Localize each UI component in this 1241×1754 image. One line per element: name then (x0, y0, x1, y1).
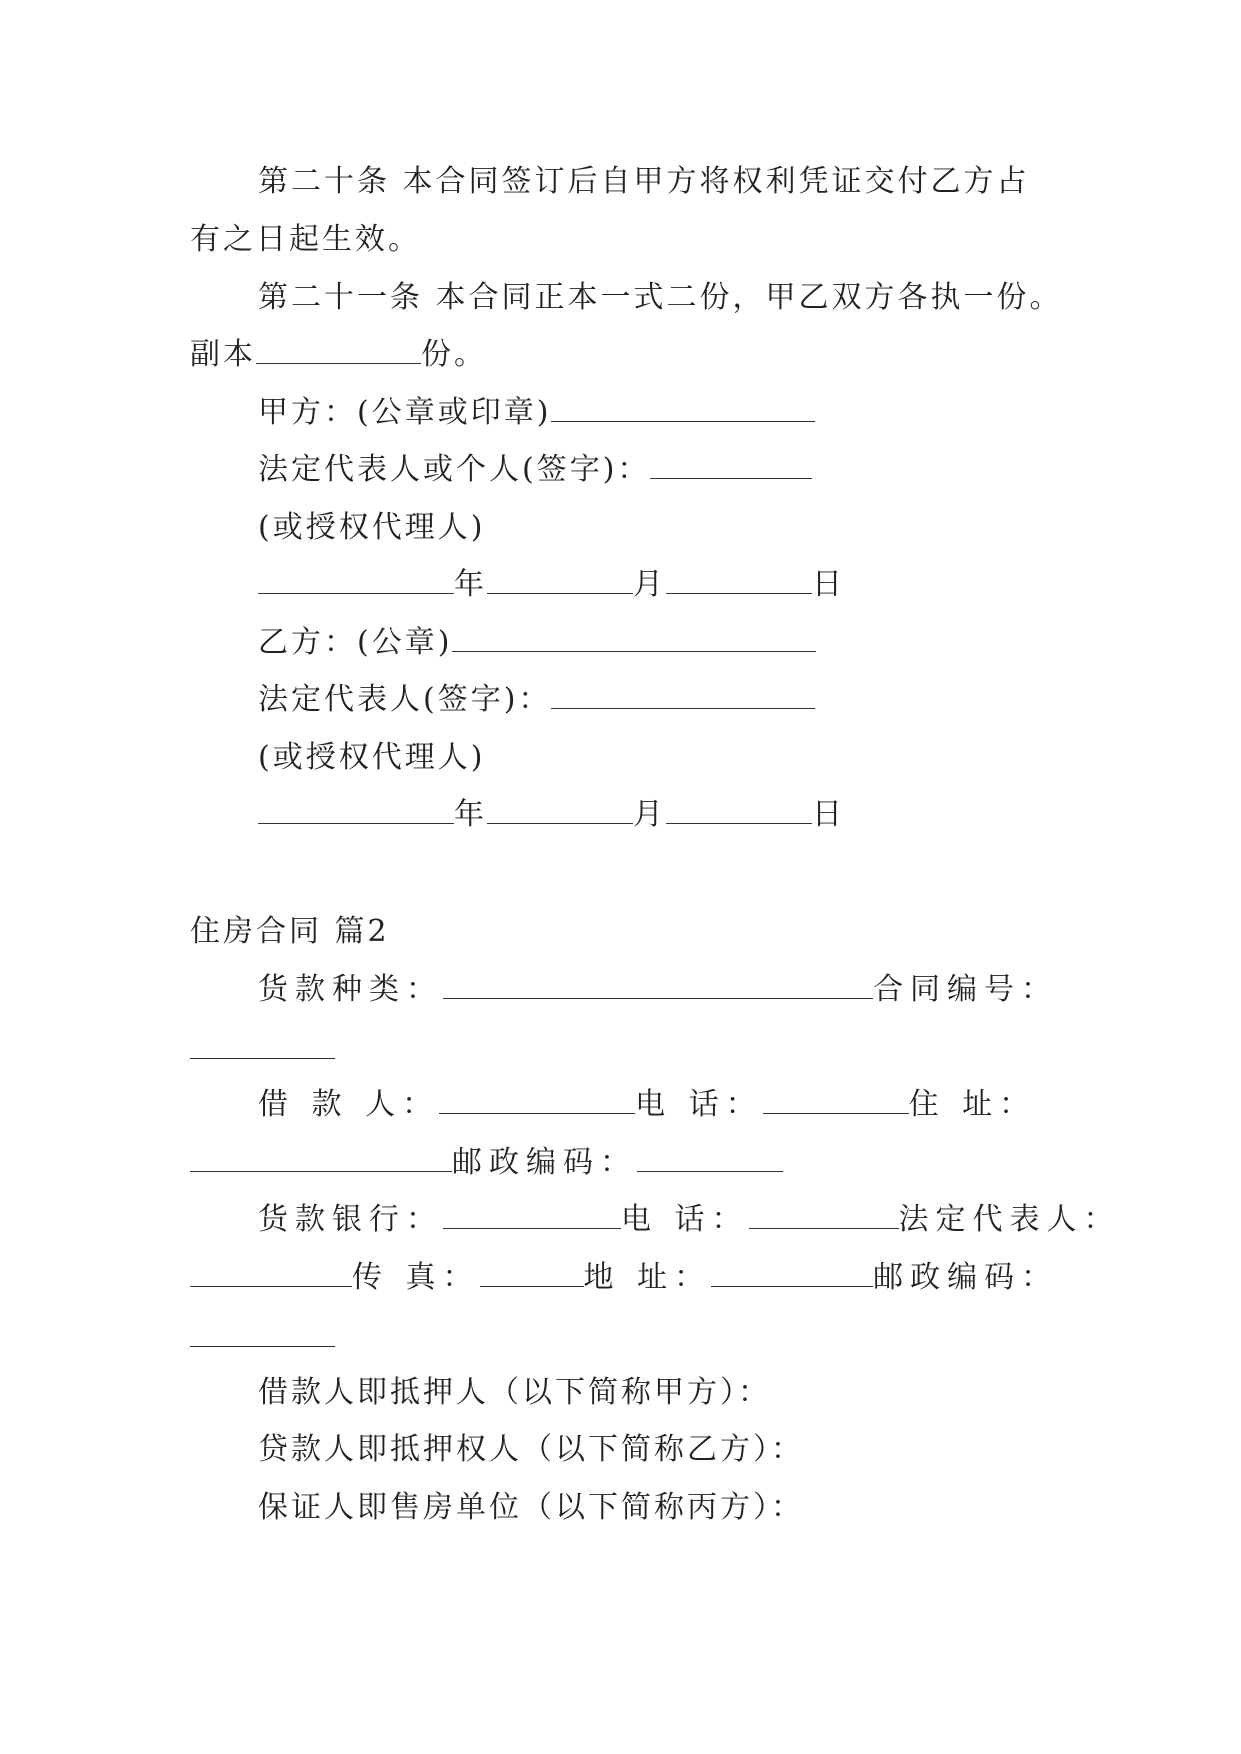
party-a-rep-blank[interactable] (650, 454, 812, 479)
party-a-seal-blank[interactable] (551, 397, 815, 422)
party-a-date-line: 年 月 日 (258, 565, 845, 605)
bank-address-blank[interactable] (711, 1262, 873, 1287)
borrower-address-blank[interactable] (190, 1147, 452, 1172)
bank-fax-line: 传 真： 地 址： 邮政编码： (190, 1258, 1058, 1298)
bank-fax-blank[interactable] (480, 1262, 584, 1287)
article-20-line1: 第二十条 本合同签订后自甲方将权利凭证交付乙方占 (258, 164, 1030, 199)
party-b-seal-blank[interactable] (452, 627, 816, 652)
party-a-rep-line: 法定代表人或个人(签字)： (258, 450, 812, 490)
loan-type-line: 货款种类： 合同编号： (258, 972, 1058, 1007)
party-b-date-line: 年 月 日 (258, 795, 845, 835)
party-c-definition: 保证人即售房单位（以下简称丙方）： (258, 1490, 804, 1525)
party-b-year-blank[interactable] (258, 799, 454, 824)
party-b-seal-line: 乙方：(公章) (258, 623, 816, 663)
loan-type-blank[interactable] (443, 974, 873, 999)
party-b-month-blank[interactable] (487, 799, 633, 824)
party-a-month-blank[interactable] (487, 569, 633, 594)
bank-line: 货款银行： 电 话： 法定代表人： (258, 1202, 1121, 1237)
party-b-day-blank[interactable] (666, 799, 812, 824)
section-2-heading: 住房合同 篇2 (190, 914, 390, 949)
party-b-rep-line: 法定代表人(签字)： (258, 680, 815, 720)
bank-phone-blank[interactable] (749, 1204, 899, 1229)
bank-blank[interactable] (443, 1204, 621, 1229)
bank-postal-blank[interactable] (190, 1345, 335, 1347)
borrower-blank[interactable] (439, 1089, 635, 1114)
borrower-line: 借 款 人： 电 话： 住 址： (258, 1087, 1037, 1122)
article-21-copies: 副本 份。 (190, 337, 487, 372)
borrower-phone-blank[interactable] (763, 1089, 909, 1114)
party-a-seal-line: 甲方：(公章或印章) (258, 393, 815, 433)
borrower-postal-blank[interactable] (637, 1147, 783, 1172)
party-a-definition: 借款人即抵押人（以下简称甲方）： (258, 1375, 771, 1410)
party-a-year-blank[interactable] (258, 569, 454, 594)
party-b-rep-blank[interactable] (551, 684, 815, 709)
contract-no-blank[interactable] (190, 1057, 335, 1059)
copies-blank[interactable] (256, 339, 421, 364)
party-a-day-blank[interactable] (666, 569, 812, 594)
party-b-definition: 贷款人即抵押权人（以下简称乙方）： (258, 1432, 804, 1467)
borrower-postal-line: 邮政编码： (190, 1143, 783, 1183)
bank-legal-rep-blank[interactable] (190, 1262, 352, 1287)
party-a-agent: (或授权代理人) (258, 510, 486, 545)
party-b-agent: (或授权代理人) (258, 740, 486, 775)
article-21-line1: 第二十一条 本合同正本一式二份，甲乙双方各执一份。 (258, 280, 1063, 315)
article-20-line2: 有之日起生效。 (190, 222, 421, 257)
